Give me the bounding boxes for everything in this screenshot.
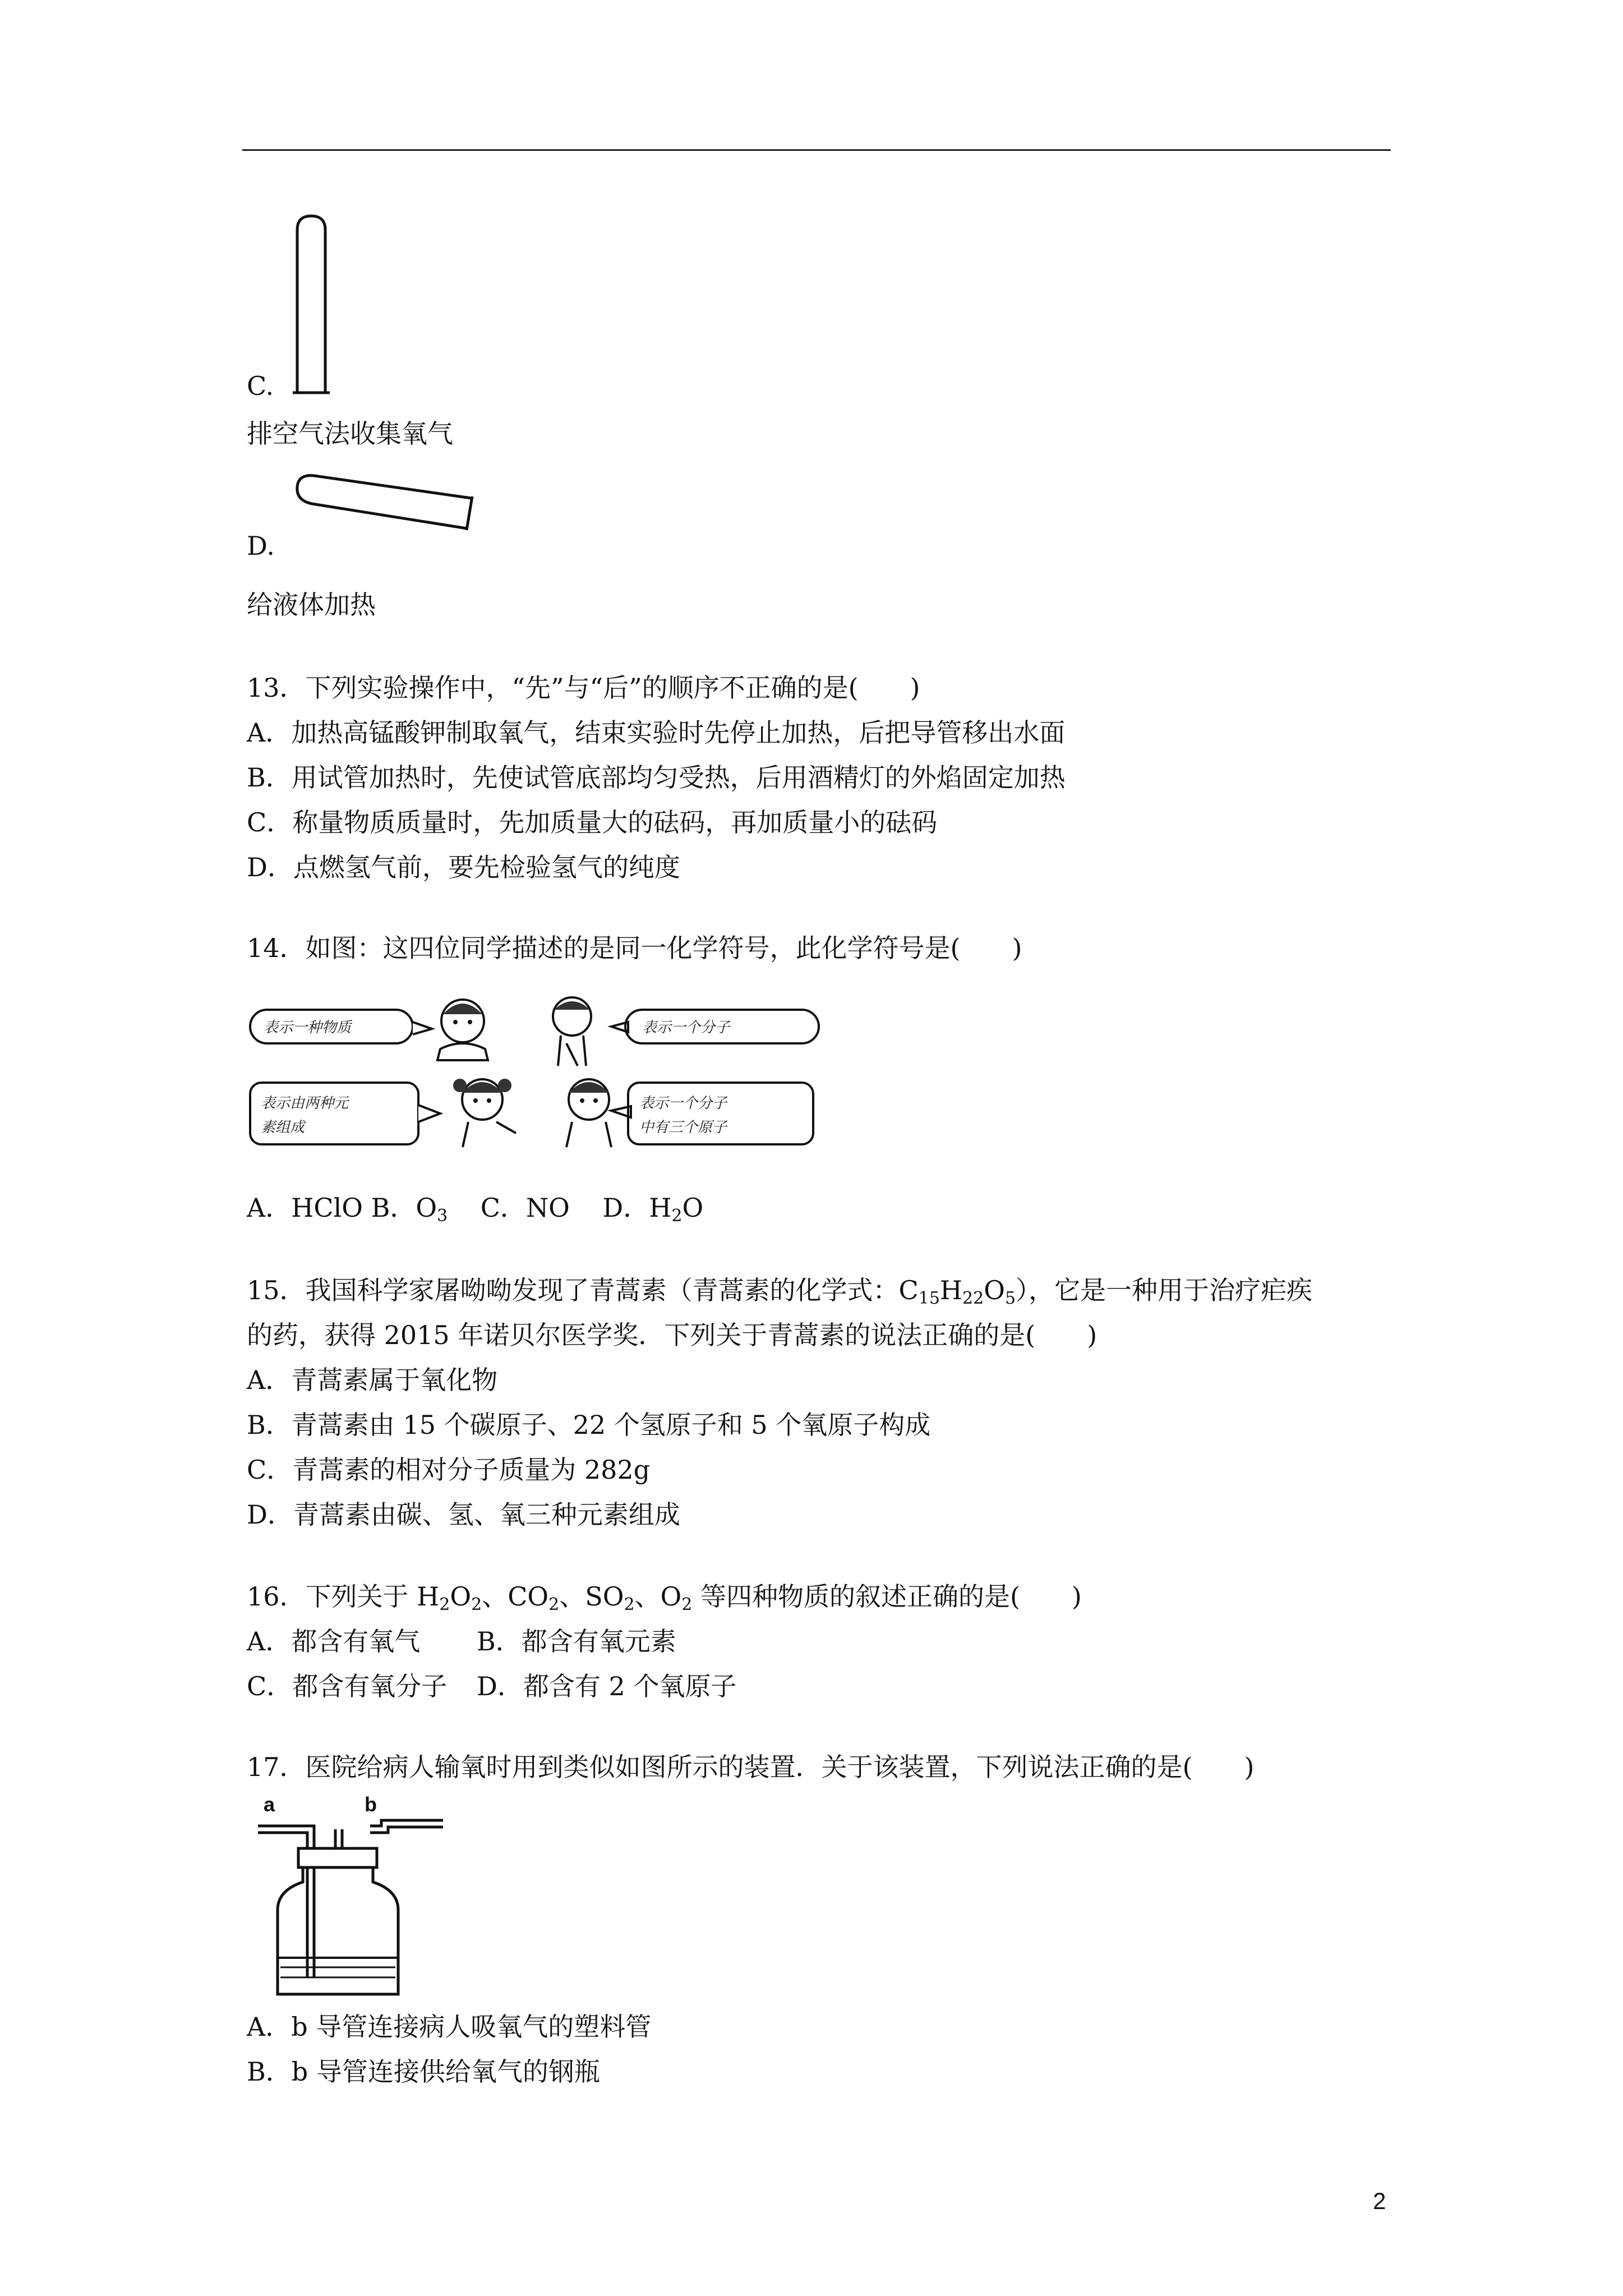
- page-number: 2: [1373, 2188, 1386, 2214]
- q15-option-d: D．青蒿素由碳、氢、氧三种元素组成: [247, 1499, 680, 1530]
- q13-option-d: D．点燃氢气前，要先检验氢气的纯度: [247, 852, 680, 882]
- four-students-figure: [247, 987, 836, 1150]
- q13-stem: 13．下列实验操作中，“先”与“后”的顺序不正确的是( ): [247, 673, 920, 703]
- q14-options: [247, 1192, 704, 1226]
- q13-option-a: A．加热高锰酸钾制取氧气，结束实验时先停止加热，后把导管移出水面: [247, 717, 1066, 748]
- label-b: b: [365, 1793, 377, 1816]
- student-3-figure: [453, 1079, 516, 1147]
- student-1-figure: [437, 1000, 488, 1060]
- q17-option-a: A．b 导管连接病人吸氧气的塑料管: [247, 2012, 652, 2042]
- header-rule: [242, 149, 1391, 151]
- q13-option-c: C．称量物质质量时，先加质量大的砝码，再加质量小的砝码: [247, 807, 938, 838]
- q15-option-b: B．青蒿素由 15 个碳原子、22 个氢原子和 5 个氧原子构成: [247, 1410, 931, 1440]
- q14-option-b: B．$O_3$: [371, 1193, 448, 1226]
- test-tube-tilted-figure: [292, 471, 482, 555]
- label-a: a: [264, 1793, 275, 1816]
- q12-option-c-label: C.: [247, 371, 274, 401]
- q12-option-d-label: D.: [247, 531, 275, 561]
- bubble-4-text-line1: 表示一个分子: [639, 1095, 727, 1112]
- test-tube-upright-figure: [292, 213, 336, 398]
- q14-option-d: D．$H_2O$: [602, 1193, 704, 1226]
- q16-option-c: C．都含有氧分子: [247, 1671, 448, 1701]
- q17-option-b: B．b 导管连接供给氧气的钢瓶: [247, 2056, 600, 2087]
- q13-option-b: B．用试管加热时，先使试管底部均匀受热，后用酒精灯的外焰固定加热: [247, 762, 1066, 793]
- student-2-figure: [553, 997, 591, 1066]
- bubble-2-text: 表示一个分子: [642, 1019, 730, 1036]
- bubble-3-text-line2: 素组成: [261, 1119, 305, 1136]
- q14-option-a: A．HClO: [247, 1193, 363, 1223]
- q16-option-a: A．都含有氧气: [247, 1626, 421, 1657]
- gas-washing-bottle-figure: [247, 1792, 449, 2000]
- q17-stem: 17．医院给病人输氧时用到类似如图所示的装置．关于该装置，下列说法正确的是( ): [247, 1752, 1255, 1782]
- q16-option-d: D．都含有 2 个氧原子: [477, 1671, 737, 1701]
- q14-option-c: C．NO: [480, 1193, 570, 1223]
- q12-option-d-caption: 给液体加热: [247, 590, 376, 620]
- bubble-1-text: 表示一种物质: [264, 1019, 352, 1036]
- bubble-3-text-line1: 表示由两种元: [261, 1095, 349, 1112]
- bubble-4-text-line2: 中有三个原子: [639, 1119, 727, 1136]
- q16-option-b: B．都含有氧元素: [477, 1626, 676, 1657]
- q15-stem-line2: 的药，获得 2015 年诺贝尔医学奖．下列关于青蒿素的说法正确的是( ): [247, 1320, 1098, 1350]
- student-4-figure: [566, 1079, 611, 1147]
- q14-stem: 14．如图：这四位同学描述的是同一化学符号，此化学符号是( ): [247, 933, 1022, 963]
- q16-stem: 16．下列关于 $H_2O_2$、$CO_2$、$SO_2$、$O_2$ 等四种物质的叙述正确的是( ): [247, 1581, 1082, 1614]
- q12-option-c-caption: 排空气法收集氧气: [247, 418, 453, 449]
- q15-option-c: C．青蒿素的相对分子质量为 282g: [247, 1455, 651, 1485]
- q15-option-a: A．青蒿素属于氧化物: [247, 1365, 498, 1395]
- q15-stem-line1: 15．我国科学家屠呦呦发现了青蒿素（青蒿素的化学式：$C_{15}H_{22}O_5$），它是一种用于治疗疟疾: [247, 1275, 1313, 1308]
